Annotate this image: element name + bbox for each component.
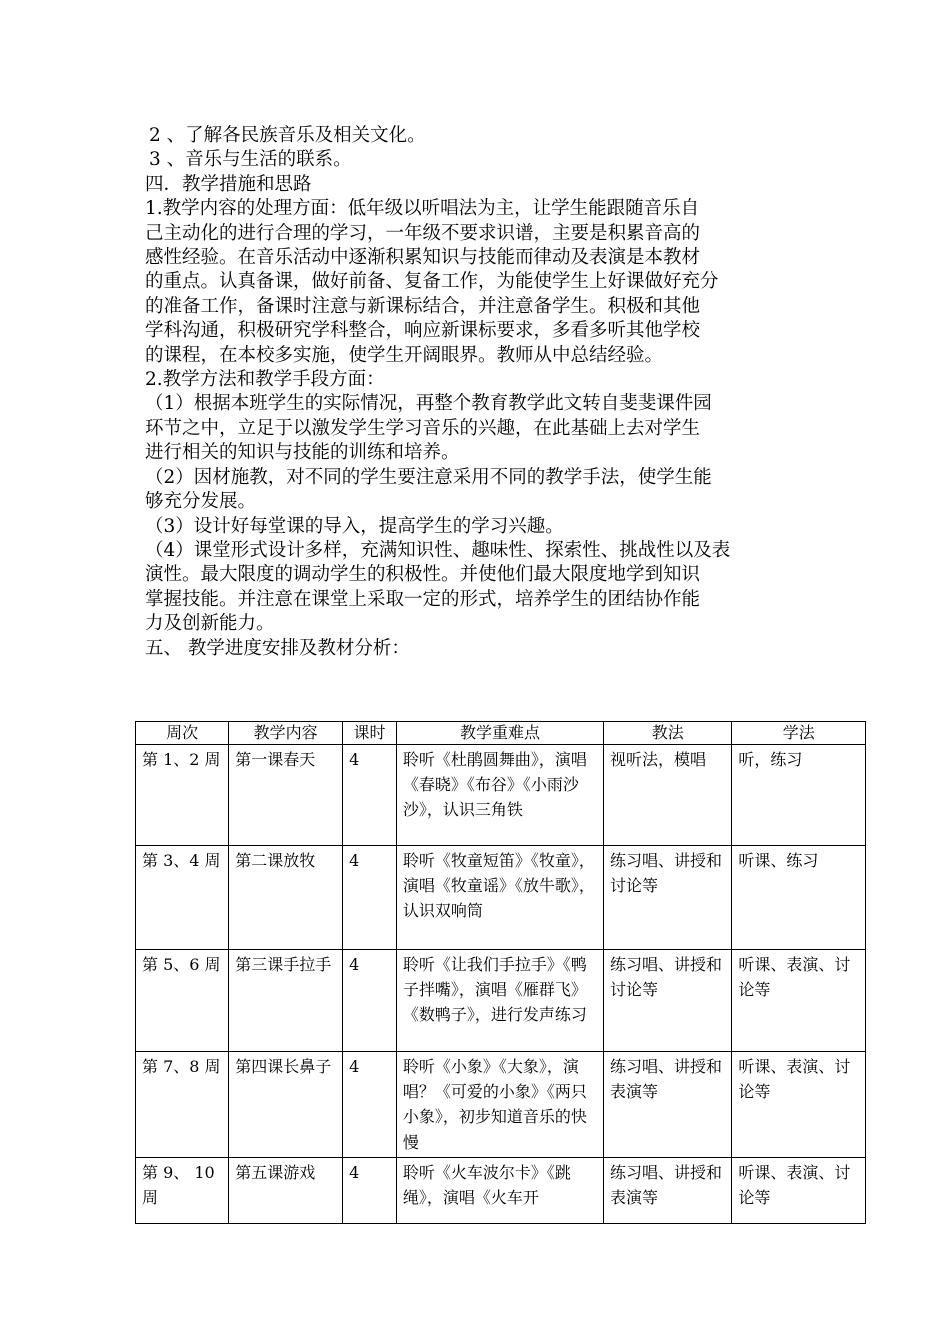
cell-teaching-method: 练习唱、讲授和讨论等 bbox=[604, 950, 732, 1052]
cell-week: 第 3、4 周 bbox=[136, 846, 229, 950]
paragraph-line: 进行相关的知识与技能的训练和培养。 bbox=[145, 442, 460, 464]
cell-content: 第四课长鼻子 bbox=[229, 1052, 343, 1158]
paragraph-line: 的准备工作，备课时注意与新课标结合，并注意备学生。积极和其他 bbox=[145, 295, 701, 317]
table-row bbox=[136, 950, 866, 1052]
paragraph-line: 的重点。认真备课，做好前备、复备工作，为能使学生上好课做好充分 bbox=[145, 271, 719, 293]
paragraph-line: 1.教学内容的处理方面：低年级以听唱法为主，让学生能跟随音乐自 bbox=[145, 198, 700, 220]
cell-teaching-method: 练习唱、讲授和讨论等 bbox=[604, 846, 732, 950]
cell-teaching-method: 练习唱、讲授和表演等 bbox=[604, 1157, 732, 1223]
table-row bbox=[136, 745, 866, 846]
paragraph-line: 力及创新能力。 bbox=[145, 613, 275, 635]
paragraph-line: 己主动化的进行合理的学习，一年级不要求识谱，主要是积累音高的 bbox=[145, 222, 701, 244]
cell-learning-method: 听课、表演、讨论等 bbox=[732, 1157, 866, 1223]
section-heading: 四．教学措施和思路 bbox=[145, 173, 312, 195]
paragraph-line: 演性。最大限度的调动学生的积极性。并使他们最大限度地学到知识 bbox=[145, 564, 701, 586]
cell-key-points: 聆听《小象》《大象》，演唱？《可爱的小象》《两只小象》，初步知道音乐的快慢 bbox=[396, 1052, 603, 1158]
cell-key-points: 聆听《让我们手拉手》《鸭子拌嘴》，演唱《雁群飞》《数鸭子》，进行发声练习 bbox=[396, 950, 603, 1052]
header-teaching-method: 教法 bbox=[604, 722, 732, 745]
header-hours: 课时 bbox=[343, 722, 397, 745]
table-row bbox=[136, 1052, 866, 1158]
table-header-row bbox=[136, 722, 866, 745]
header-learning-method: 学法 bbox=[732, 722, 866, 745]
cell-content: 第五课游戏 bbox=[229, 1157, 343, 1223]
paragraph-line: 3 、音乐与生活的联系。 bbox=[149, 149, 352, 171]
paragraph-line: （4）课堂形式设计多样，充满知识性、趣味性、探索性、挑战性以及表 bbox=[145, 539, 731, 561]
cell-hours: 4 bbox=[343, 950, 397, 1052]
cell-week: 第 5、6 周 bbox=[136, 950, 229, 1052]
paragraph-line: 2 、了解各民族音乐及相关文化。 bbox=[149, 125, 426, 146]
cell-content: 第二课放牧 bbox=[229, 846, 343, 950]
paragraph-line: （2）因材施教，对不同的学生要注意采用不同的教学手法，使学生能 bbox=[145, 466, 712, 488]
table-row bbox=[136, 1157, 866, 1223]
paragraph-line: 2.教学方法和教学手段方面： bbox=[145, 369, 385, 391]
section-heading: 五、 教学进度安排及教材分析： bbox=[145, 637, 410, 659]
cell-learning-method: 听课、表演、讨论等 bbox=[732, 950, 866, 1052]
cell-content: 第一课春天 bbox=[229, 745, 343, 846]
paragraph-line: 感性经验。在音乐活动中逐渐积累知识与技能而律动及表演是本教材 bbox=[145, 247, 701, 269]
header-key-points: 教学重难点 bbox=[396, 722, 603, 745]
cell-content: 第三课手拉手 bbox=[229, 950, 343, 1052]
cell-learning-method: 听，练习 bbox=[732, 745, 866, 846]
cell-hours: 4 bbox=[343, 1052, 397, 1158]
cell-teaching-method: 视听法，模唱 bbox=[604, 745, 732, 846]
cell-hours: 4 bbox=[343, 846, 397, 950]
cell-week: 第 9、 10 周 bbox=[136, 1157, 229, 1223]
cell-learning-method: 听课、表演、讨论等 bbox=[732, 1052, 866, 1158]
cell-week: 第 7、8 周 bbox=[136, 1052, 229, 1158]
paragraph-line: 学科沟通，积极研究学科整合，响应新课标要求，多看多听其他学校 bbox=[145, 320, 701, 342]
cell-learning-method: 听课、练习 bbox=[732, 846, 866, 950]
cell-key-points: 聆听《牧童短笛》《牧童》，演唱《牧童谣》《放牛歌》，认识双响筒 bbox=[396, 846, 603, 950]
paragraph-line: 的课程，在本校多实施，使学生开阔眼界。教师从中总结经验。 bbox=[145, 344, 664, 366]
cell-key-points: 聆听《火车波尔卡》《跳绳》，演唱《火车开 bbox=[396, 1157, 603, 1223]
header-week: 周次 bbox=[136, 722, 229, 745]
header-content: 教学内容 bbox=[229, 722, 343, 745]
body-text bbox=[145, 124, 820, 661]
paragraph-line: 掌握技能。并注意在课堂上采取一定的形式，培养学生的团结协作能 bbox=[145, 588, 701, 610]
paragraph-line: 够充分发展。 bbox=[145, 491, 257, 513]
cell-week: 第 1、2 周 bbox=[136, 745, 229, 846]
cell-teaching-method: 练习唱、讲授和表演等 bbox=[604, 1052, 732, 1158]
cell-key-points: 聆听《杜鹃圆舞曲》，演唱《春晓》《布谷》《小雨沙沙》，认识三角铁 bbox=[396, 745, 603, 846]
table-row bbox=[136, 846, 866, 950]
cell-hours: 4 bbox=[343, 1157, 397, 1223]
cell-hours: 4 bbox=[343, 745, 397, 846]
paragraph-line: （1）根据本班学生的实际情况，再整个教育教学此文转自斐斐课件园 bbox=[145, 393, 712, 415]
paragraph-line: 环节之中，立足于以激发学生学习音乐的兴趣，在此基础上去对学生 bbox=[145, 417, 701, 439]
teaching-schedule-table bbox=[135, 721, 866, 1224]
paragraph-line: （3）设计好每堂课的导入，提高学生的学习兴趣。 bbox=[145, 515, 564, 537]
